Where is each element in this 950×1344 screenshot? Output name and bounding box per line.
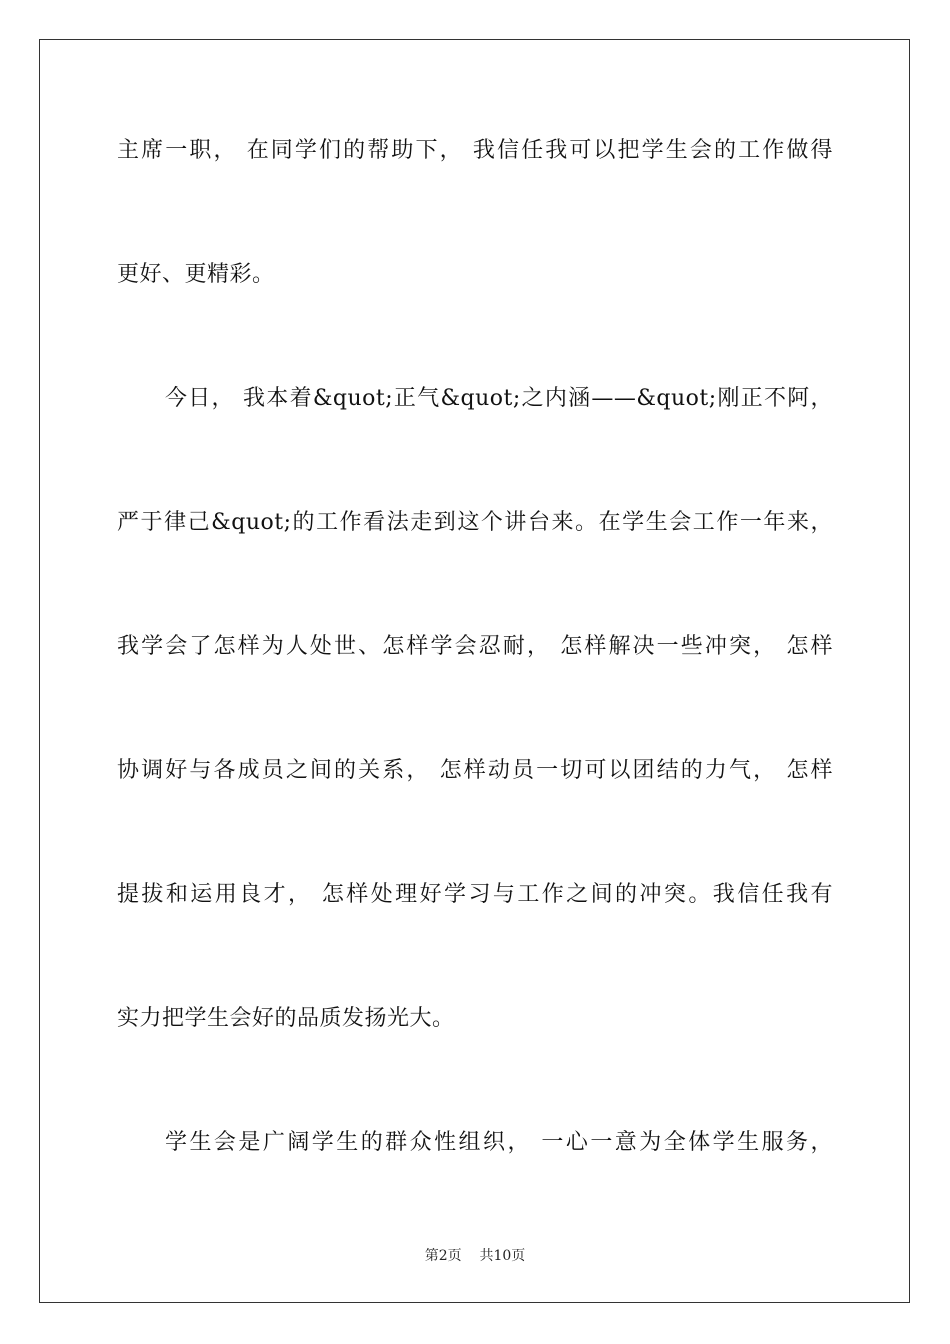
text-line-9: 学生会是广阔学生的群众性组织， 一心一意为全体学生服务， (165, 1130, 833, 1155)
text-line-3: 今日， 我本着&quot;正气&quot;之内涵——&quot;刚正不阿， (165, 386, 833, 411)
text-line-8: 实力把学生会好的品质发扬光大。 (117, 1006, 455, 1031)
text-line-4: 严于律己&quot;的工作看法走到这个讲台来。在学生会工作一年来， (117, 510, 833, 535)
page-number: 第2页 (424, 1248, 462, 1264)
page-total: 共10页 (479, 1248, 526, 1264)
page-border (39, 39, 910, 1303)
text-line-1: 主席一职， 在同学们的帮助下， 我信任我可以把学生会的工作做得 (117, 138, 833, 163)
text-line-2: 更好、更精彩。 (117, 262, 275, 287)
text-line-7: 提拔和运用良才， 怎样处理好学习与工作之间的冲突。我信任我有 (117, 882, 833, 907)
page-footer (0, 1247, 950, 1265)
text-line-5: 我学会了怎样为人处世、怎样学会忍耐， 怎样解决一些冲突， 怎样 (117, 634, 833, 659)
text-line-6: 协调好与各成员之间的关系， 怎样动员一切可以团结的力气， 怎样 (117, 758, 833, 783)
